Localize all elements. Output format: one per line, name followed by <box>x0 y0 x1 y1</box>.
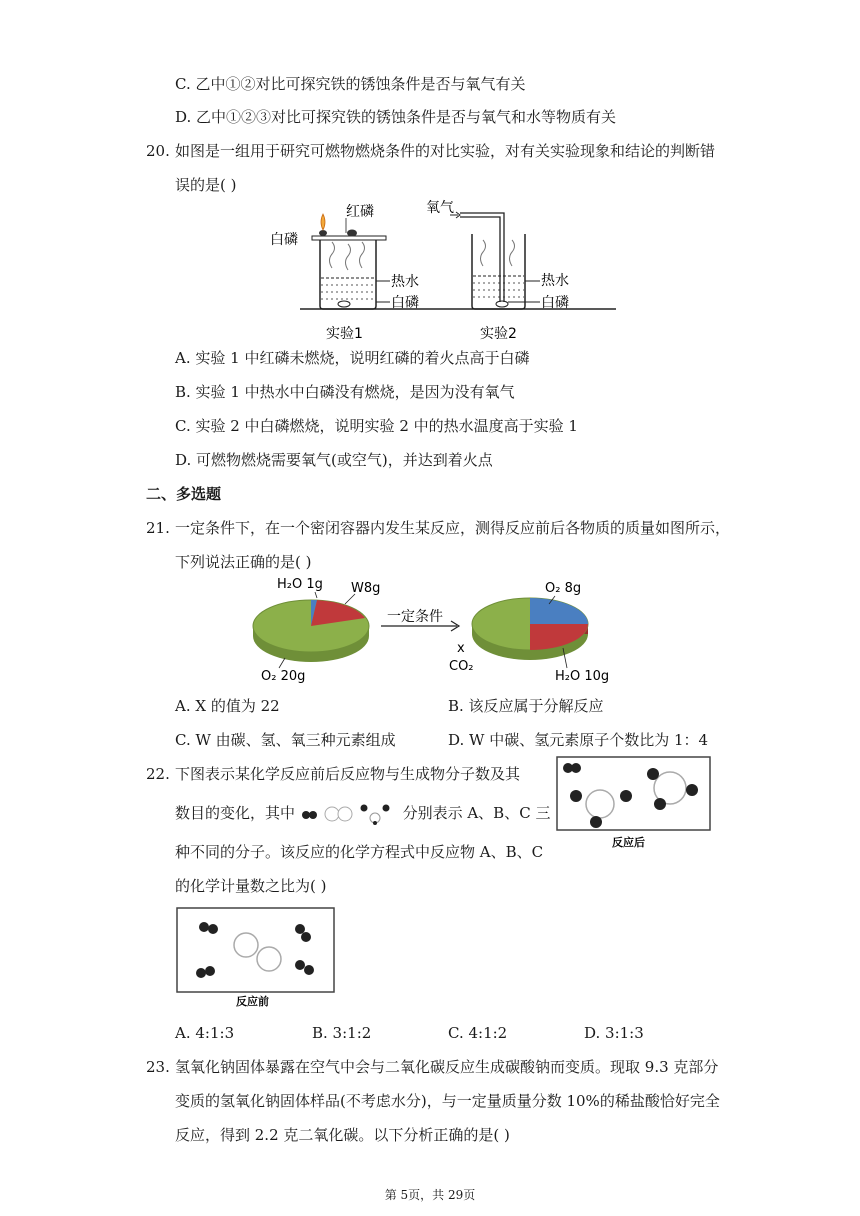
q21-option-a: A. X 的值为 22 <box>175 697 280 715</box>
label-red-phosphorus: 红磷 <box>346 204 374 220</box>
after-pie <box>472 598 588 660</box>
q20-figure-drawing <box>260 196 620 346</box>
q22-line4: 的化学计量数之比为( ) <box>175 877 327 895</box>
before-pie <box>253 600 369 662</box>
page-footer: 第 5页，共 29页 <box>384 1188 476 1202</box>
q21-stem-line2: 下列说法正确的是( ) <box>175 553 312 571</box>
after-x-label: x <box>457 641 465 656</box>
q20-stem-line2: 误的是( ) <box>175 176 237 194</box>
q22-option-a: A. 4:1:3 <box>175 1024 235 1042</box>
q20-combustion-figure <box>260 196 620 346</box>
after-h2o-label: H₂O 10g <box>555 669 610 684</box>
label-white-phosphorus-1: 白磷 <box>391 295 419 311</box>
q21-pie-figure <box>245 574 625 686</box>
experiment1-beaker <box>312 214 390 309</box>
q20-number: 20. <box>146 142 170 160</box>
label-white-phosphorus-top: 白磷 <box>270 232 298 248</box>
after-reaction-drawing <box>556 756 712 852</box>
q22-option-b: B. 3:1:2 <box>312 1024 372 1042</box>
before-reaction-diagram <box>176 907 336 1011</box>
q22-line2 <box>175 803 550 825</box>
label-white-phosphorus-2: 白磷 <box>541 295 569 311</box>
q22-number: 22. <box>146 765 170 783</box>
caption-after-reaction: 反应后 <box>612 836 645 849</box>
label-oxygen: 氧气 <box>426 200 454 216</box>
caption-before-reaction: 反应前 <box>236 995 269 1008</box>
q20-option-b: B. 实验 1 中热水中白磷没有燃烧，是因为没有氧气 <box>175 383 515 401</box>
q22-option-c: C. 4:1:2 <box>448 1024 508 1042</box>
after-o2-label: O₂ 8g <box>545 581 582 596</box>
q21-option-c: C. W 由碳、氢、氧三种元素组成 <box>175 731 396 749</box>
before-reaction-drawing <box>176 907 336 1011</box>
q21-stem-line1: 一定条件下，在一个密闭容器内发生某反应，测得反应前后各物质的质量如图所示， <box>175 519 731 537</box>
q22-option-d: D. 3:1:3 <box>584 1024 644 1042</box>
q22-line1: 下图表示某化学反应前后反应物与生成物分子数及其 <box>175 765 521 783</box>
label-hot-water-1: 热水 <box>391 274 419 290</box>
caption-experiment2: 实验2 <box>480 326 517 342</box>
q22-line2-post: 分别表示 A、B、C 三 <box>402 804 551 822</box>
q20-option-a: A. 实验 1 中红磷未燃烧，说明红磷的着火点高于白磷 <box>175 349 530 367</box>
before-h2o-label: H₂O 1g <box>277 577 323 592</box>
q23-number: 23. <box>146 1058 170 1076</box>
q23-line2: 变质的氢氧化钠固体样品(不考虑水分)，与一定量质量分数 10%的稀盐酸恰好完全 <box>175 1092 720 1110</box>
q19-option-c: C. 乙中①②对比可探究铁的锈蚀条件是否与氧气有关 <box>175 75 526 93</box>
q19-option-d: D. 乙中①②③对比可探究铁的锈蚀条件是否与氧气和水等物质有关 <box>175 108 617 126</box>
caption-experiment1: 实验1 <box>326 326 363 342</box>
experiment2-beaker <box>450 212 540 309</box>
q21-number: 21. <box>146 519 170 537</box>
q20-option-d: D. 可燃物燃烧需要氧气(或空气)，并达到着火点 <box>175 451 493 469</box>
before-w-label: W8g <box>351 581 381 596</box>
q20-stem-line1: 如图是一组用于研究可燃物燃烧条件的对比实验，对有关实验现象和结论的判断错 <box>175 142 716 160</box>
q23-line3: 反应，得到 2.2 克二氧化碳。以下分析正确的是( ) <box>175 1126 510 1144</box>
arrow-condition-label: 一定条件 <box>387 609 443 625</box>
molecule-legend-icon <box>300 803 398 825</box>
section-heading-multiple-choice: 二、多选题 <box>146 485 222 503</box>
label-hot-water-2: 热水 <box>541 273 569 289</box>
q23-line1: 氢氧化钠固体暴露在空气中会与二氧化碳反应生成碳酸钠而变质。现取 9.3 克部分 <box>175 1058 719 1076</box>
after-reaction-diagram <box>556 756 712 852</box>
after-co2-label: CO₂ <box>449 659 474 674</box>
before-o2-label: O₂ 20g <box>261 669 306 684</box>
q21-option-b: B. 该反应属于分解反应 <box>448 697 604 715</box>
q21-option-d: D. W 中碳、氢元素原子个数比为 1：4 <box>448 731 709 749</box>
q20-option-c: C. 实验 2 中白磷燃烧，说明实验 2 中的热水温度高于实验 1 <box>175 417 578 435</box>
q21-pie-drawing <box>245 574 625 686</box>
q22-line3: 种不同的分子。该反应的化学方程式中反应物 A、B、C <box>175 843 544 861</box>
q22-line2-pre: 数目的变化，其中 <box>175 804 296 822</box>
